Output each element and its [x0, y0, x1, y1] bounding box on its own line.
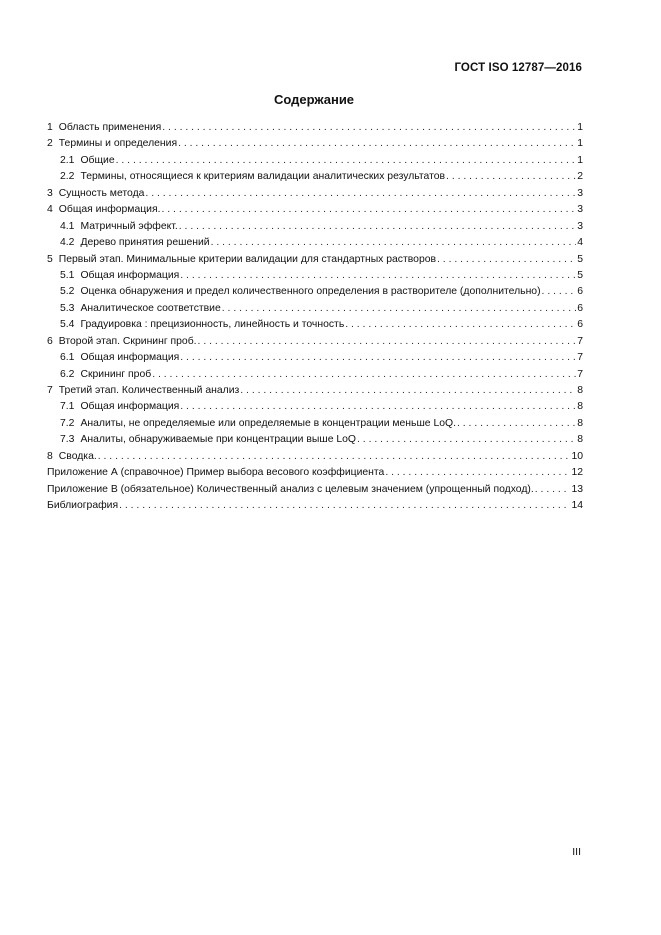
toc-entry[interactable]	[47, 120, 583, 136]
toc-entry-number: 7	[47, 385, 53, 396]
toc-entry-title: Приложение В (обязательное) Количественный анализ с целевым значением (упрощенный подход).	[47, 483, 534, 495]
toc-entry-title: Общая информация	[80, 401, 180, 413]
toc-entry[interactable]	[47, 301, 583, 317]
toc-entry-number: 3	[47, 187, 53, 199]
toc-leader-dots	[98, 449, 571, 465]
toc-leader-dots	[198, 334, 577, 350]
toc-leader-dots	[357, 432, 576, 448]
toc-entry-title: Аналиты, обнаруживаемые при концентрации выше LoQ	[80, 434, 357, 446]
toc-entry-title: Термины, относящиеся к критериям валидации аналитических результатов	[80, 171, 446, 183]
toc-entry-title: Термины и определения	[58, 138, 178, 150]
toc-entry-number: 1	[47, 122, 53, 133]
toc-entry-page: 3	[577, 204, 583, 216]
toc-entry-number: 2.2	[60, 171, 75, 183]
toc-entry[interactable]	[47, 219, 583, 235]
toc-entry-page: 6	[577, 319, 583, 331]
toc-entry-title: Оценка обнаружения и предел количественного определения в растворителе (дополнительно)	[80, 286, 541, 298]
toc-entry[interactable]	[47, 416, 583, 432]
toc-leader-dots	[180, 350, 576, 366]
toc-leader-dots	[116, 153, 577, 169]
toc-leader-dots	[222, 301, 576, 317]
toc-leader-dots	[345, 317, 576, 333]
toc-entry-title: Общие	[80, 154, 115, 166]
toc-entry-page: 6	[577, 302, 583, 314]
toc-entry-page: 3	[577, 187, 583, 199]
toc-entry-number: 7.1	[60, 401, 75, 413]
toc-leader-dots	[180, 268, 576, 284]
toc-entry-title: Общая информация	[80, 352, 180, 364]
toc-leader-dots	[240, 383, 576, 399]
toc-entry-page: 8	[577, 401, 583, 413]
toc-entry[interactable]	[47, 465, 583, 481]
toc-entry[interactable]	[47, 350, 583, 366]
toc-entry[interactable]	[47, 235, 583, 251]
toc-entry-title: Дерево принятия решений	[80, 237, 210, 249]
toc-entry-number: 2.1	[60, 154, 75, 166]
toc-entry-page: 1	[577, 122, 583, 133]
toc-entry-page: 12	[571, 467, 583, 479]
toc-entry[interactable]	[47, 284, 583, 300]
toc-leader-dots	[535, 482, 571, 498]
toc-entry-title: Второй этап. Скрининг проб.	[58, 335, 197, 347]
toc-entry-page: 5	[577, 253, 583, 265]
toc-entry[interactable]	[47, 383, 583, 399]
toc-entry-number: 7.2	[60, 417, 75, 429]
toc-entry-title: Аналитическое соответствие	[80, 302, 221, 314]
toc-leader-dots	[119, 498, 570, 514]
toc-entry[interactable]	[47, 169, 583, 185]
toc-entry-title: Первый этап. Минимальные критерии валидации для стандартных растворов	[58, 253, 437, 265]
standard-code: ГОСТ ISO 12787—2016	[454, 62, 582, 74]
toc-entry-page: 10	[571, 450, 583, 462]
toc-leader-dots	[162, 120, 576, 136]
toc-entry-page: 8	[577, 417, 583, 429]
toc-entry[interactable]	[47, 367, 583, 383]
toc-leader-dots	[145, 186, 576, 202]
toc-entry-title: Область применения	[58, 122, 162, 133]
toc-entry-page: 13	[571, 483, 583, 495]
toc-entry-page: 2	[577, 171, 583, 183]
toc-leader-dots	[179, 219, 576, 235]
toc-entry-title: Библиография	[47, 500, 119, 512]
toc-entry[interactable]	[47, 498, 583, 514]
toc-entry[interactable]	[47, 268, 583, 284]
toc-entry-page: 7	[577, 368, 583, 380]
toc-entry-page: 7	[577, 335, 583, 347]
toc-entry-number: 4.2	[60, 237, 75, 249]
toc-entry-number: 5.1	[60, 269, 75, 281]
toc-entry-title: Общая информация.	[58, 204, 161, 216]
toc-entry-number: 4.1	[60, 220, 75, 232]
toc-entry[interactable]	[47, 432, 583, 448]
toc-entry-page: 5	[577, 269, 583, 281]
toc-leader-dots	[437, 252, 576, 268]
toc-entry-number: 5.3	[60, 302, 75, 314]
toc-entry-number: 6	[47, 335, 53, 347]
toc-entry-number: 4	[47, 204, 53, 216]
toc-leader-dots	[457, 416, 576, 432]
toc-entry[interactable]	[47, 252, 583, 268]
toc-entry-number: 8	[47, 450, 53, 462]
toc-entry[interactable]	[47, 334, 583, 350]
toc-entry-title: Сводка.	[58, 450, 97, 462]
toc-entry-number: 6.1	[60, 352, 75, 364]
toc-entry-page: 1	[577, 154, 583, 166]
toc-leader-dots	[152, 367, 576, 383]
toc-entry-title: Приложение А (справочное) Пример выбора весового коэффициента	[47, 467, 385, 479]
toc-entry-number: 5	[47, 253, 53, 265]
toc-entry[interactable]	[47, 136, 583, 152]
toc-entry-title: Аналиты, не определяемые или определяемые в концентрации меньше LoQ.	[80, 417, 456, 429]
toc-entry[interactable]	[47, 482, 583, 498]
toc-entry-number: 5.4	[60, 319, 75, 331]
toc-leader-dots	[542, 284, 577, 300]
toc-entry[interactable]	[47, 186, 583, 202]
toc-entry-page: 1	[577, 138, 583, 150]
toc-entry-number: 5.2	[60, 286, 75, 298]
toc-leader-dots	[385, 465, 570, 481]
toc-entry-page: 8	[577, 434, 583, 446]
toc-entry-title: Скрининг проб	[80, 368, 152, 380]
toc-entry[interactable]	[47, 202, 583, 218]
table-of-contents	[47, 120, 583, 515]
toc-entry-page: 7	[577, 352, 583, 364]
toc-entry[interactable]	[47, 399, 583, 415]
toc-leader-dots	[162, 202, 577, 218]
toc-entry-page: 6	[577, 286, 583, 298]
toc-leader-dots	[178, 136, 576, 152]
toc-entry[interactable]	[47, 317, 583, 333]
toc-entry-title: Матричный эффект.	[80, 220, 178, 232]
toc-entry-page: 3	[577, 220, 583, 232]
toc-entry[interactable]	[47, 449, 583, 465]
toc-entry-page: 14	[571, 500, 583, 512]
toc-entry-title: Градуировка : прецизионность, линейность и точность	[80, 319, 345, 331]
page-number: III	[572, 846, 581, 858]
toc-entry-number: 2	[47, 138, 53, 150]
toc-entry-title: Общая информация	[80, 269, 180, 281]
toc-entry[interactable]	[47, 153, 583, 169]
toc-entry-page: 4	[577, 237, 583, 249]
toc-entry-title: Третий этап. Количественный анализ	[58, 385, 240, 396]
toc-leader-dots	[446, 169, 576, 185]
toc-entry-title: Сущность метода	[58, 187, 145, 199]
toc-entry-page: 8	[577, 385, 583, 396]
toc-leader-dots	[211, 235, 577, 251]
toc-leader-dots	[180, 399, 576, 415]
toc-entry-number: 6.2	[60, 368, 75, 380]
toc-title: Содержание	[273, 92, 355, 107]
toc-entry-number: 7.3	[60, 434, 75, 446]
